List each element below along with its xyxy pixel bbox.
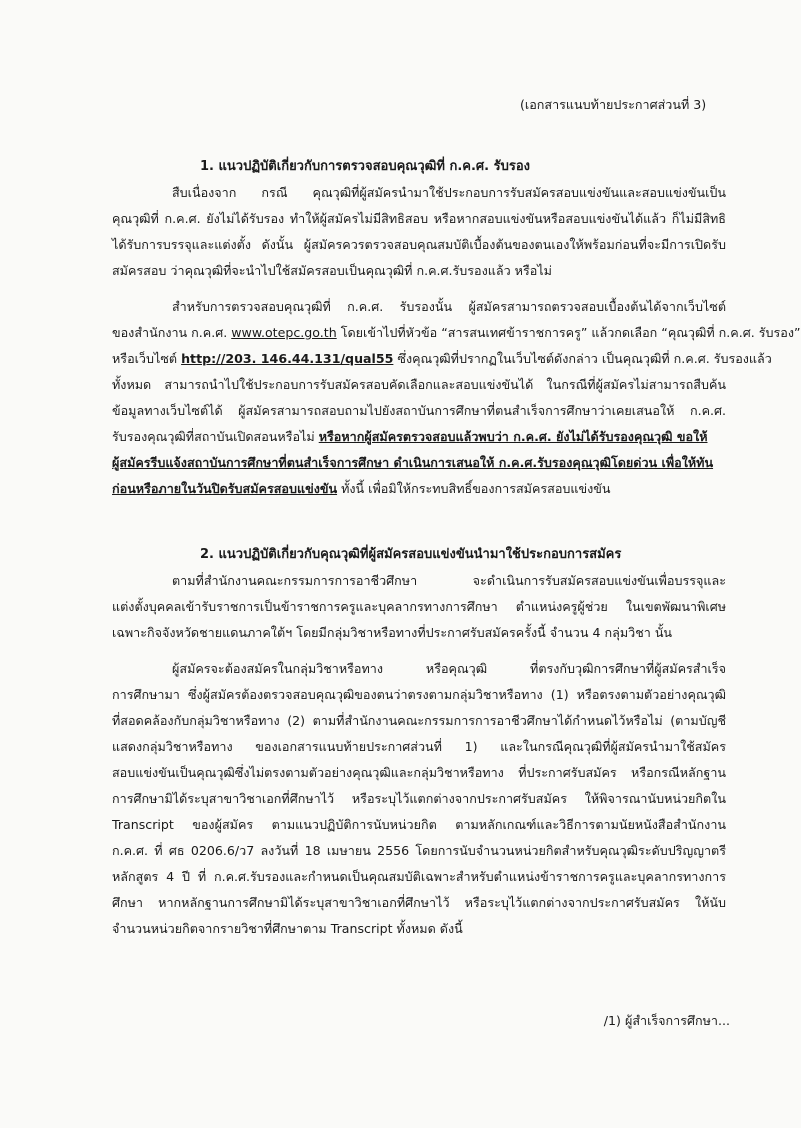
s1-p2-line-3-a: หรือเว็บไซต์ xyxy=(112,351,178,366)
s1-p2-line-6-a: รับรองคุณวุฒิที่สถาบันเปิดสอนหรือไม่ xyxy=(112,429,315,444)
s1-p1-line-3: ได้รับการบรรจุและแต่งตั้ง ดังนั้น ผู้สมัครควรตรวจสอบคุณสมบัติเบื้องต้นของตนเองให้พร้อมก่อนที่จะมีการเปิดรับ xyxy=(112,237,726,252)
s2-p2-line-9: หลักสูตร 4 ปี ที่ ก.ค.ศ.รับรองและกำหนดเป็นคุณสมบัติเฉพาะสำหรับตำแหน่งข้าราชการครูและบุคลากรทางการ xyxy=(112,869,726,884)
s1-p1-line-2: คุณวุฒิที่ ก.ค.ศ. ยังไม่ได้รับรอง ทำให้ผู้สมัครไม่มีสิทธิสอบ หรือหากสอบแข่งขันหรือสอบแข่งขันได้แล้ว ก็ไม่มีสิทธิ xyxy=(112,211,726,226)
s2-p2-line-2: การศึกษามา ซึ่งผู้สมัครต้องตรวจสอบคุณวุฒิของตนว่าตรงตามกลุ่มวิชาหรือทาง (1) หรือตรงตามตัวอย่างคุณวุฒิ xyxy=(112,687,726,702)
s2-p2-line-8: ก.ค.ศ. ที่ ศธ 0206.6/ว7 ลงวันที่ 18 เมษายน 2556 โดยการนับจำนวนหน่วยกิตสำหรับคุณวุฒิระดับปริญญาตรี xyxy=(112,843,726,858)
s2-p2-line-11: จำนวนหน่วยกิตจากรายวิชาที่ศึกษาตาม Transcript ทั้งหมด ดังนี้ xyxy=(112,921,463,936)
s1-p2-line-8 xyxy=(112,480,726,498)
s1-p2-line-8-b: ทั้งนี้ เพื่อมิให้กระทบสิทธิ์ของการสมัครสอบแข่งขัน xyxy=(341,481,611,496)
s2-p1-line-1: ตามที่สำนักงานคณะกรรมการการอาชีวศึกษา จะดำเนินการรับสมัครสอบแข่งขันเพื่อบรรจุและ xyxy=(172,573,726,588)
s1-p2-line-7: ผู้สมัครรีบแจ้งสถาบันการศึกษาที่ตนสำเร็จการศึกษา ดำเนินการเสนอให้ ก.ค.ศ.รับรองคุณวุฒิโดยด่วน เพื่อให้ทัน xyxy=(112,455,714,470)
s1-p2-line-2-b: โดยเข้าไปที่หัวข้อ “สารสนเทศข้าราชการครู” แล้วกดเลือก “คุณวุฒิที่ ก.ค.ศ. รับรอง” xyxy=(340,325,801,340)
s1-p2-line-1: สำหรับการตรวจสอบคุณวุฒิที่ ก.ค.ศ. รับรองนั้น ผู้สมัครสามารถตรวจสอบเบื้องต้นได้จากเว็บไซต์ xyxy=(172,299,726,314)
s1-p1-line-4: สมัครสอบ ว่าคุณวุฒิที่จะนำไปใช้สมัครสอบเป็นคุณวุฒิที่ ก.ค.ศ.รับรองแล้ว หรือไม่ xyxy=(112,263,552,278)
s2-p2-line-3: ที่สอดคล้องกับกลุ่มวิชาหรือทาง (2) ตามที่สำนักงานคณะกรรมการการอาชีวศึกษาได้กำหนดไว้หรือไม่ (ตามบัญชี xyxy=(112,713,726,728)
s2-p2-line-5: สอบแข่งขันเป็นคุณวุฒิซึ่งไม่ตรงตามตัวอย่างคุณวุฒิและกลุ่มวิชาหรือทาง ที่ประกาศรับสมัคร หรือกรณีหลักฐาน xyxy=(112,765,726,780)
s1-p2-line-5: ข้อมูลทางเว็บไซต์ได้ ผู้สมัครสามารถสอบถามไปยังสถาบันการศึกษาที่ตนสำเร็จการศึกษาว่าเคยเสนอให้ ก.ค.ศ. xyxy=(112,403,726,418)
qual55-link[interactable]: http://203. 146.44.131/qual55 xyxy=(181,351,394,366)
s1-p2-line-4: ทั้งหมด สามารถนำไปใช้ประกอบการรับสมัครสอบคัดเลือกและสอบแข่งขันได้ ในกรณีที่ผู้สมัครไม่สามารถสืบค้น xyxy=(112,377,726,392)
s1-p2-line-3 xyxy=(112,350,772,368)
s2-p2-line-4: แสดงกลุ่มวิชาหรือทาง ของเอกสารแนบท้ายประกาศส่วนที่ 1) และในกรณีคุณวุฒิที่ผู้สมัครนำมาใช้สมัคร xyxy=(112,739,726,754)
section-1-title: 1. แนวปฏิบัติเกี่ยวกับการตรวจสอบคุณวุฒิที่ ก.ค.ศ. รับรอง xyxy=(200,159,531,174)
section-2-title: 2. แนวปฏิบัติเกี่ยวกับคุณวุฒิที่ผู้สมัครสอบแข่งขันนำมาใช้ประกอบการสมัคร xyxy=(200,547,622,562)
document-reference: (เอกสารแนบท้ายประกาศส่วนที่ 3) xyxy=(520,97,707,112)
otepc-link[interactable]: www.otepc.go.th xyxy=(231,325,337,340)
s2-p2-line-6: การศึกษามิได้ระบุสาขาวิชาเอกที่ศึกษาไว้ หรือระบุไว้แตกต่างจากประกาศรับสมัคร ให้พิจารณานับหน่วยกิตใน xyxy=(112,791,726,806)
s2-p2-line-1: ผู้สมัครจะต้องสมัครในกลุ่มวิชาหรือทาง หรือคุณวุฒิ ที่ตรงกับวุฒิการศึกษาที่ผู้สมัครสำเร็จ xyxy=(172,661,726,676)
s1-p2-line-8-emphasis: ก่อนหรือภายในวันปิดรับสมัครสอบแข่งขัน xyxy=(112,481,338,496)
s2-p2-line-7: Transcript ของผู้สมัคร ตามแนวปฏิบัติการนับหน่วยกิต ตามหลักเกณฑ์และวิธีการตามนัยหนังสือสำนักงาน xyxy=(112,817,726,832)
s1-p2-line-2 xyxy=(112,324,801,342)
s2-p1-line-3: เฉพาะกิจจังหวัดชายแดนภาคใต้ฯ โดยมีกลุ่มวิชาหรือทางที่ประกาศรับสมัครครั้งนี้ จำนวน 4 กลุ่มวิชา นั้น xyxy=(112,625,673,640)
s1-p2-line-3-b: ซึ่งคุณวุฒิที่ปรากฏในเว็บไซต์ดังกล่าว เป็นคุณวุฒิที่ ก.ค.ศ. รับรองแล้ว xyxy=(397,351,772,366)
s1-p2-line-6 xyxy=(112,428,726,446)
s1-p1-line-1: สืบเนื่องจาก กรณี คุณวุฒิที่ผู้สมัครนำมาใช้ประกอบการรับสมัครสอบแข่งขันและสอบแข่งขันเป็น xyxy=(172,185,726,200)
s1-p2-line-6-emphasis: หรือหากผู้สมัครตรวจสอบแล้วพบว่า ก.ค.ศ. ยังไม่ได้รับรองคุณวุฒิ ขอให้ xyxy=(318,429,708,444)
s2-p1-line-2: แต่งตั้งบุคคลเข้ารับราชการเป็นข้าราชการครูและบุคลากรทางการศึกษา ตำแหน่งครูผู้ช่วย ในเขตพัฒนาพิเศษ xyxy=(112,599,726,614)
continuation-marker: /1) ผู้สำเร็จการศึกษา... xyxy=(603,1013,730,1028)
s2-p2-line-10: ศึกษา หากหลักฐานการศึกษามิได้ระบุสาขาวิชาเอกที่ศึกษาไว้ หรือระบุไว้แตกต่างจากประกาศรับสมัคร ให้นับ xyxy=(112,895,726,910)
s1-p2-line-2-a: ของสำนักงาน ก.ค.ศ. xyxy=(112,325,228,340)
